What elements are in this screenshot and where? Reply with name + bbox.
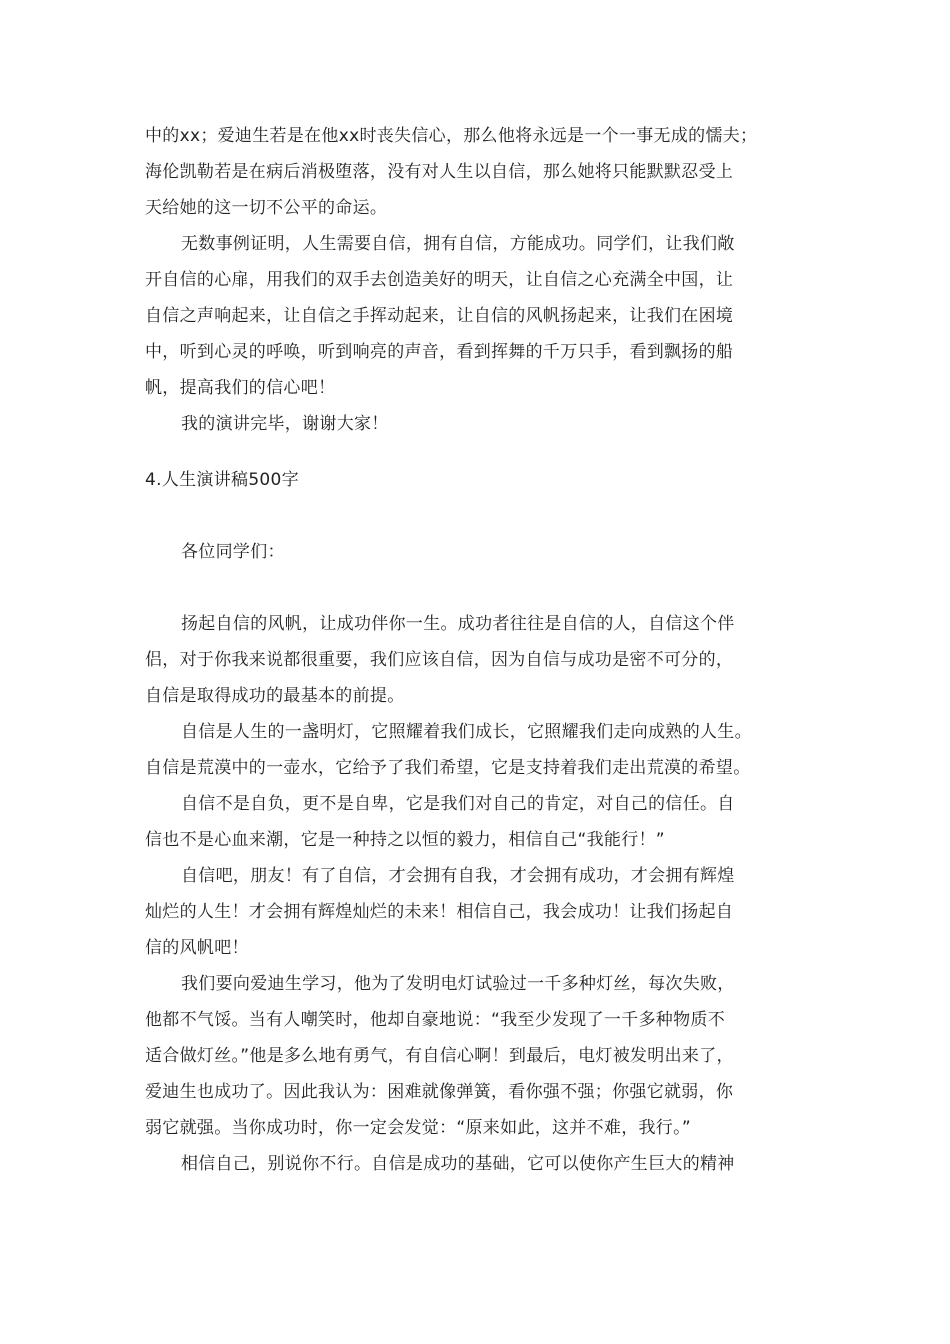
text-line: 我们要向爱迪生学习，他为了发明电灯试验过一千多种灯丝，每次失败， xyxy=(181,974,735,994)
text-line: 灿烂的人生！才会拥有辉煌灿烂的未来！相信自己，我会成功！让我们扬起自 xyxy=(145,902,734,922)
text-line: 相信自己，别说你不行。自信是成功的基础，它可以使你产生巨大的精神 xyxy=(181,1154,735,1174)
paragraph xyxy=(145,406,825,442)
salutation: 各位同学们： xyxy=(181,542,285,562)
text-line: 自信是取得成功的最基本的前提。 xyxy=(145,686,405,706)
text-line: 自信之声响起来，让自信之手挥动起来，让自信的风帆扬起来，让我们在困境 xyxy=(145,306,734,326)
text-line: 适合做灯丝。”他是多么地有勇气，有自信心啊！到最后，电灯被发明出来了， xyxy=(145,1046,734,1066)
document-page xyxy=(145,118,825,1182)
text-line: 自信是人生的一盏明灯，它照耀着我们成长，它照耀我们走向成熟的人生。 xyxy=(181,722,752,742)
paragraph xyxy=(145,226,825,406)
paragraph xyxy=(145,714,825,786)
text-line: 侣，对于你我来说都很重要，我们应该自信，因为自信与成功是密不可分的， xyxy=(145,650,734,670)
text-line: 信也不是心血来潮，它是一种持之以恒的毅力，相信自己“我能行！” xyxy=(145,830,665,850)
text-line: 扬起自信的风帆，让成功伴你一生。成功者往往是自信的人，自信这个伴 xyxy=(181,614,735,634)
text-line: 帆，提高我们的信心吧！ xyxy=(145,378,336,398)
paragraph xyxy=(145,786,825,858)
paragraph xyxy=(145,966,825,1146)
text-line: 中的xx；爱迪生若是在他xx时丧失信心，那么他将永远是一个一事无成的懦夫； xyxy=(145,126,758,146)
paragraph xyxy=(145,606,825,714)
text-line: 天给她的这一切不公平的命运。 xyxy=(145,198,388,218)
paragraph xyxy=(145,858,825,966)
text-line: 无数事例证明，人生需要自信，拥有自信，方能成功。同学们，让我们敞 xyxy=(181,234,735,254)
text-line: 开自信的心扉，用我们的双手去创造美好的明天，让自信之心充满全中国，让 xyxy=(145,270,734,290)
text-line: 中，听到心灵的呼唤，听到响亮的声音，看到挥舞的千万只手，看到飘扬的船 xyxy=(145,342,734,362)
text-line: 自信吧，朋友！有了自信，才会拥有自我，才会拥有成功，才会拥有辉煌 xyxy=(181,866,735,886)
text-line: 自信不是自负，更不是自卑，它是我们对自己的肯定，对自己的信任。自 xyxy=(181,794,735,814)
text-line: 爱迪生也成功了。因此我认为：困难就像弹簧，看你强不强；你强它就弱，你 xyxy=(145,1082,734,1102)
text-line: 海伦凯勒若是在病后消极堕落，没有对人生以自信，那么她将只能默默忍受上 xyxy=(145,162,734,182)
paragraph xyxy=(145,1146,825,1182)
text-line: 自信是荒漠中的一壶水，它给予了我们希望，它是支持着我们走出荒漠的希望。 xyxy=(145,758,751,778)
text-line: 弱它就强。当你成功时，你一定会发觉：“原来如此，这并不难，我行。” xyxy=(145,1118,692,1138)
text-line: 信的风帆吧！ xyxy=(145,938,249,958)
text-line: 我的演讲完毕，谢谢大家！ xyxy=(181,414,389,434)
section-heading: 4.人生演讲稿500字 xyxy=(145,470,299,490)
text-line: 他都不气馁。当有人嘲笑时，他却自豪地说：“我至少发现了一千多种物质不 xyxy=(145,1010,726,1030)
paragraph xyxy=(145,118,825,226)
